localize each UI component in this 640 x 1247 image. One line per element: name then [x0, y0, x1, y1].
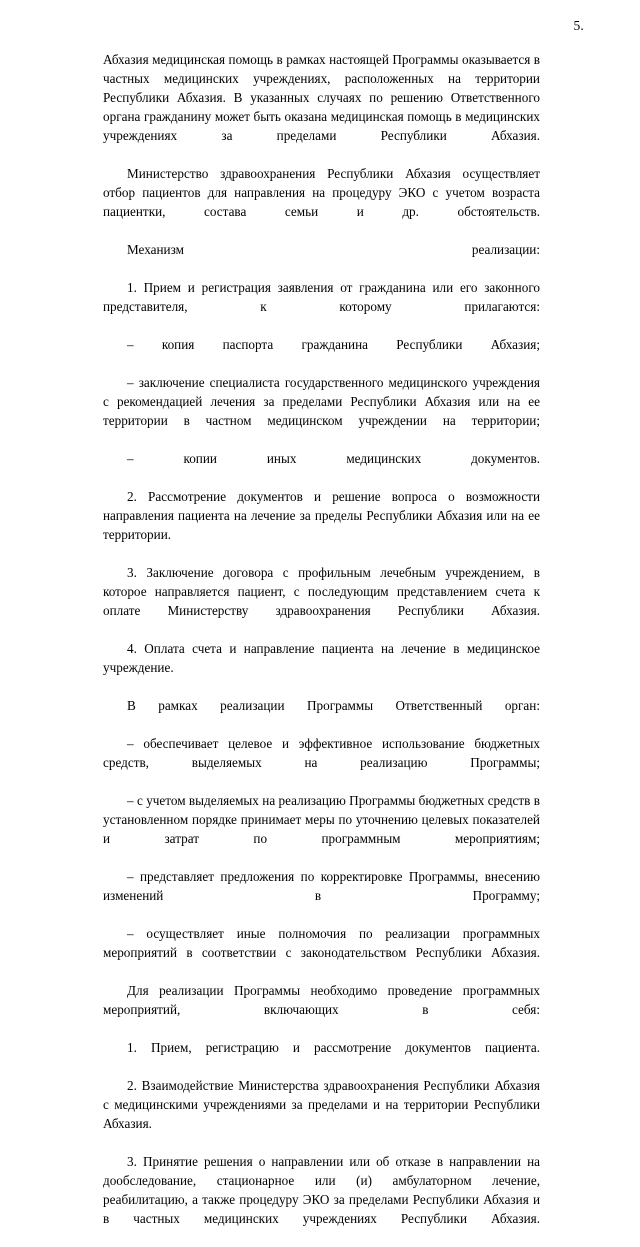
paragraph: 3. Заключение договора с профильным лечебным учреждением, в которое направляется пациент, с последующим представлением счета к оплате Министерству здравоохранения Республики Абхазия. — [103, 565, 540, 618]
paragraph: 2. Рассмотрение документов и решение вопроса о возможности направления пациента на лечение за пределы Республики Абхазия или на ее территории. — [103, 489, 540, 542]
paragraph: Для реализации Программы необходимо проведение программных мероприятий, включающих в себя: — [103, 983, 540, 1017]
document-body — [103, 50, 540, 1247]
paragraph: 2. Взаимодействие Министерства здравоохранения Республики Абхазия с медицинскими учреждениями за пределами и на территории Республики Абхазия. — [103, 1078, 540, 1131]
paragraph: 1. Прием, регистрацию и рассмотрение документов пациента. — [127, 1040, 540, 1055]
paragraph: – копии иных медицинских документов. — [127, 451, 540, 466]
paragraph: – осуществляет иные полномочия по реализации программных мероприятий в соответствии с законодательством Республики Абхазия. — [103, 926, 540, 960]
paragraph: Механизм реализации: — [127, 242, 540, 257]
paragraph: – представляет предложения по корректировке Программы, внесению изменений в Программу; — [103, 869, 540, 903]
paragraph: 1. Прием и регистрация заявления от гражданина или его законного представителя, к которому прилагаются: — [103, 280, 540, 314]
paragraph: 3. Принятие решения о направлении или об отказе в направлении на дообследование, стационарное или (и) амбулаторном лечение, реабилитацию, а также процедуру ЭКО за пределами Республики Абхазия и в частных медицинских учреждениях Республики Абхазия. — [103, 1154, 540, 1226]
paragraph: Министерство здравоохранения Республики Абхазия осуществляет отбор пациентов для направления на процедуру ЭКО с учетом возраста пациентки, состава семьи и др. обстоятельств. — [103, 166, 540, 219]
paragraph: 4. Оплата счета и направление пациента на лечение в медицинское учреждение. — [103, 641, 540, 675]
paragraph: – заключение специалиста государственного медицинского учреждения с рекомендацией лечения за пределами Республики Абхазия или на ее территории в частном медицинском учреждении на территории; — [103, 375, 540, 428]
paragraph: – обеспечивает целевое и эффективное использование бюджетных средств, выделяемых на реализацию Программы; — [103, 736, 540, 770]
paragraph: Абхазия медицинская помощь в рамках настоящей Программы оказывается в частных медицинских учреждениях, расположенных на территории Республики Абхазия. В указанных случаях по решению Ответственного органа гражданину может быть оказана медицинская помощь в медицинских учреждениях за пределами Республики Абхазия. — [103, 52, 540, 143]
paragraph: – с учетом выделяемых на реализацию Программы бюджетных средств в установленном порядке принимает меры по уточнению целевых показателей и затрат по программным мероприятиям; — [103, 793, 540, 846]
paragraph: – копия паспорта гражданина Республики Абхазия; — [127, 337, 540, 352]
page-number: 5. — [573, 18, 584, 33]
paragraph: В рамках реализации Программы Ответственный орган: — [127, 698, 540, 713]
